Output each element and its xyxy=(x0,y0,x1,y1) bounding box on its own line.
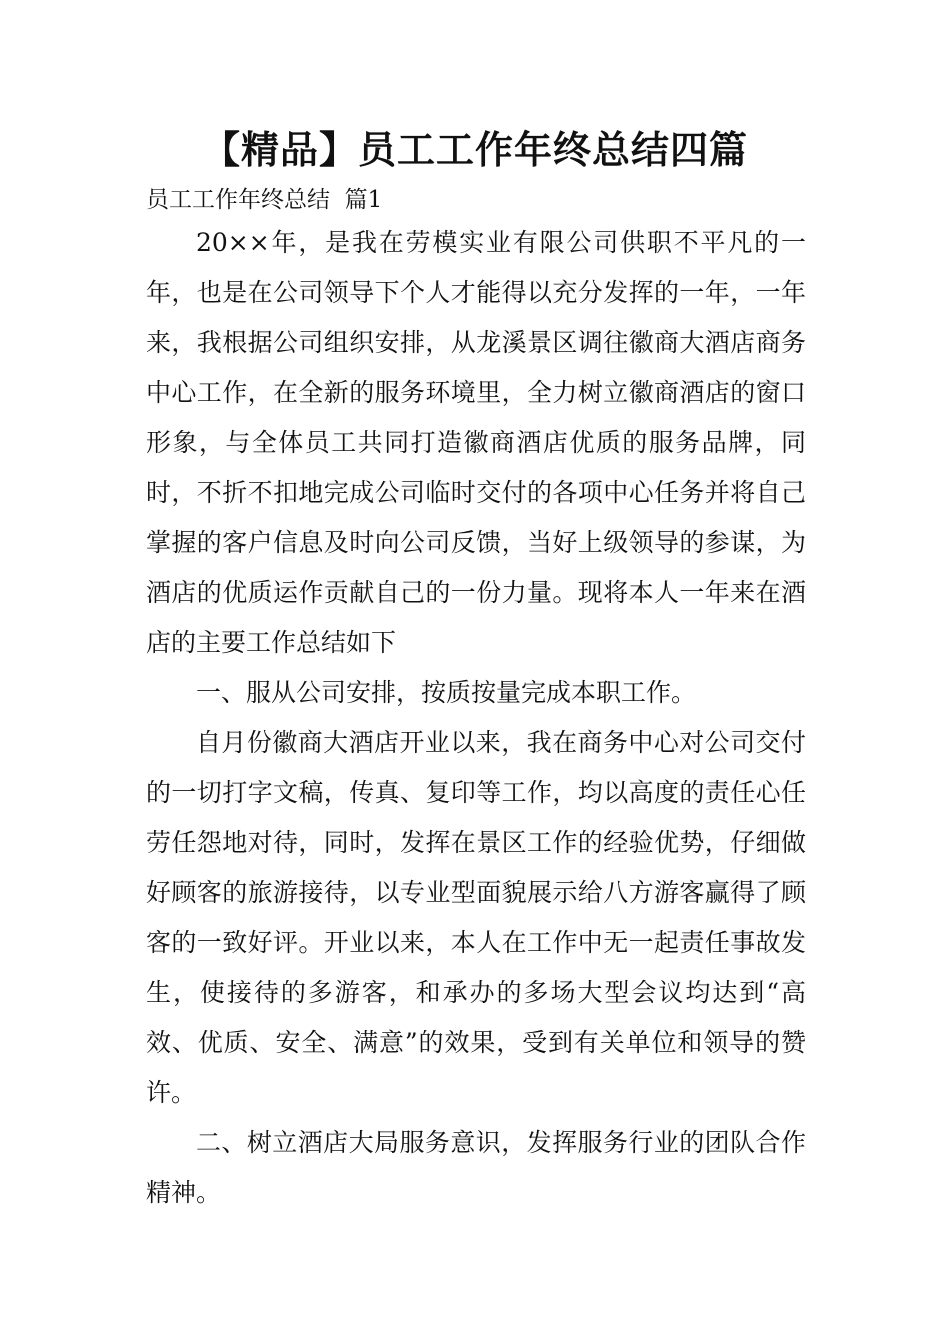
document-title: 【精品】员工工作年终总结四篇 xyxy=(201,128,748,172)
paragraph-4: 二、树立酒店大局服务意识，发挥服务行业的团队合作精神。 xyxy=(146,1128,806,1207)
paragraph-3: 自月份徽商大酒店开业以来，我在商务中心对公司交付的一切打字文稿，传真、复印等工作，均以高度的责任心任劳任怨地对待，同时，发挥在景区工作的经验优势，仔细做好顾客的旅游接待，以专业型面貌展示给八方游客赢得了顾客的一致好评。开业以来，本人在工作中无一起责任事故发生，使接待的多游客，和承办的多场大型会议均达到“高效、优质、安全、满意”的效果，受到有关单位和领导的赞许。 xyxy=(146,728,806,1107)
document-body xyxy=(146,218,806,1218)
paragraph-1: 20××年，是我在劳模实业有限公司供职不平凡的一年，也是在公司领导下个人才能得以充分发挥的一年，一年来，我根据公司组织安排，从龙溪景区调往徽商大酒店商务中心工作，在全新的服务环境里，全力树立徽商酒店的窗口形象，与全体员工共同打造徽商酒店优质的服务品牌，同时，不折不扣地完成公司临时交付的各项中心任务并将自己掌握的客户信息及时向公司反馈，当好上级领导的参谋，为酒店的优质运作贡献自己的一份力量。现将本人一年来在酒店的主要工作总结如下 xyxy=(146,228,806,657)
paragraph-2: 一、服从公司安排，按质按量完成本职工作。 xyxy=(196,678,697,707)
section-heading: 员工工作年终总结 篇1 xyxy=(146,187,383,213)
